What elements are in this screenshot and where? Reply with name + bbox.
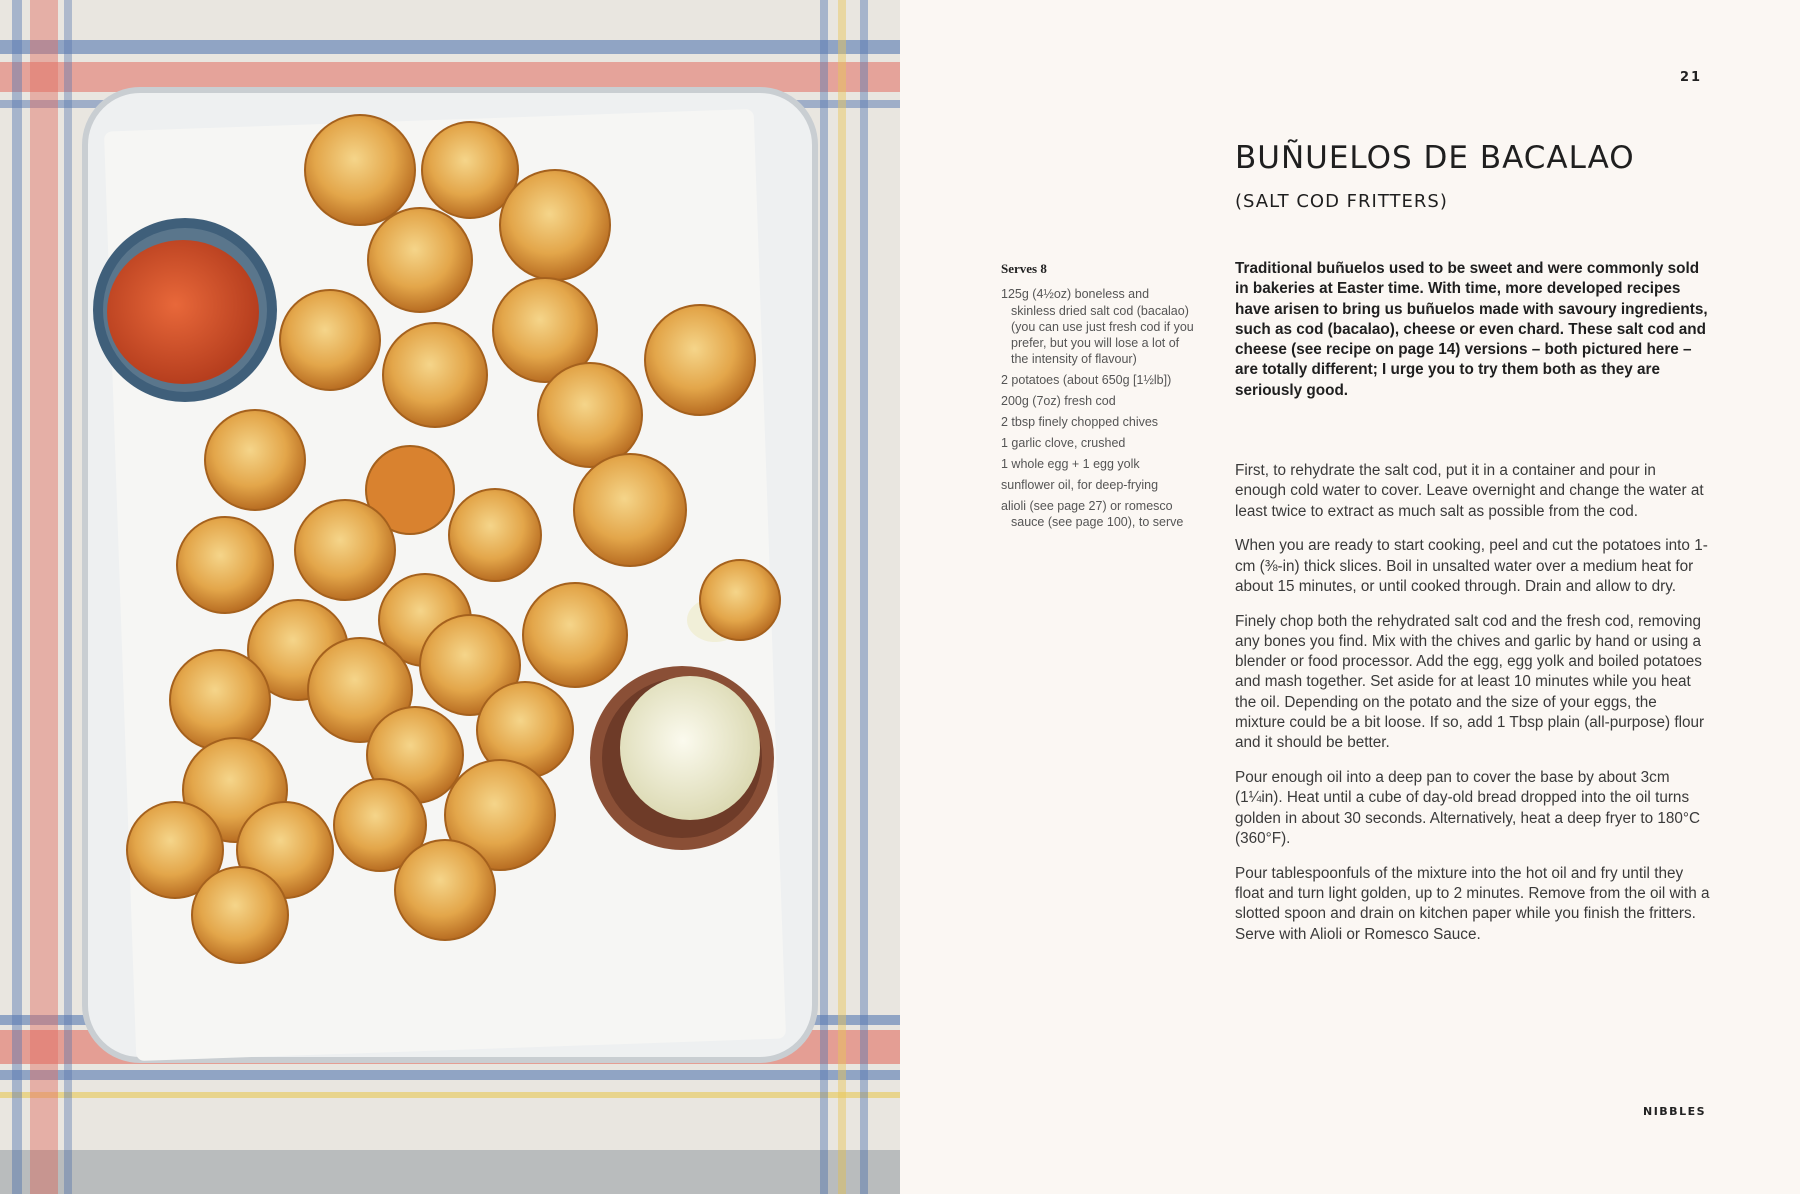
- romesco-sauce: [107, 240, 259, 384]
- method-step: When you are ready to start cooking, peel and cut the potatoes into 1-cm (⅜-in) thick slices. Boil in unsalted water over a medium heat for about 15 minutes, or until cooked through. Drain and allow to dry.: [1235, 537, 1708, 595]
- method-step: First, to rehydrate the salt cod, put it in a container and pour in enough cold water to cover. Leave overnight and change the water at least twice to extract as much salt as possible from the cod.: [1235, 462, 1704, 520]
- ingredient-item: 1 garlic clove, crushed: [1001, 436, 1126, 451]
- recipe-intro: Traditional buñuelos used to be sweet and were commonly sold in bakeries at Easter time. With time, more developed recipes have arisen to bring us buñuelos made with savoury ingredients, such as cod (bacalao), cheese or even chard. These salt cod and cheese (see recipe on page 14) versions – both pictured here – are totally different; I urge you to try them both as they are seriously good.: [1235, 260, 1708, 399]
- method-step: Pour tablespoonfuls of the mixture into the hot oil and fry until they float and turn light golden, up to 2 minutes. Remove from the oil with a slotted spoon and drain on kitchen paper while you finish the fritters. Serve with Alioli or Romesco Sauce.: [1235, 864, 1710, 943]
- ingredient-item: sunflower oil, for deep-frying: [1001, 477, 1159, 492]
- ingredients-panel: [1001, 261, 1196, 535]
- section-label: NIBBLES: [1643, 1105, 1707, 1118]
- method-step: Pour enough oil into a deep pan to cover the base by about 3cm (1¼in). Heat until a cube of day-old bread dropped into the oil turns golden in about 30 seconds. Alternatively, heat a deep fryer to 180°C (360°F).: [1235, 769, 1701, 847]
- method-steps: [1235, 461, 1710, 959]
- ingredient-item: 1 whole egg + 1 egg yolk: [1001, 456, 1140, 471]
- serves-label: Serves 8: [1001, 261, 1047, 276]
- ingredient-item: 2 potatoes (about 650g [1½lb]): [1001, 373, 1172, 388]
- alioli-sauce: [620, 676, 760, 820]
- page-number: 21: [1680, 70, 1703, 85]
- recipe-subtitle: (SALT COD FRITTERS): [1235, 191, 1448, 212]
- ingredient-item: 200g (7oz) fresh cod: [1001, 394, 1116, 409]
- ingredient-item: alioli (see page 27) or romesco sauce (see page 100), to serve: [1001, 498, 1184, 530]
- method-step: Finely chop both the rehydrated salt cod and the fresh cod, removing any bones you find. Mix with the chives and garlic by hand or using a blender or food processor. Add the egg, egg yolk and boiled potatoes and mash together. Set aside for at least 10 minutes while you heat the oil. Depending on the potato and the size of your eggs, the mixture could be a bit loose. If so, add 1 Tbsp plain (all-purpose) flour and it should be better.: [1235, 612, 1705, 752]
- ingredient-item: 2 tbsp finely chopped chives: [1001, 415, 1159, 430]
- ingredient-item: 125g (4½oz) boneless and skinless dried salt cod (bacalao) (you can use just fresh cod if you prefer, but you will lose a lot of the intensity of flavour): [1001, 287, 1194, 367]
- recipe-page: [900, 0, 1800, 1194]
- recipe-title: BUÑUELOS DE BACALAO: [1235, 140, 1635, 176]
- table-surface: [0, 1150, 900, 1194]
- ingredient-list: [1001, 286, 1196, 530]
